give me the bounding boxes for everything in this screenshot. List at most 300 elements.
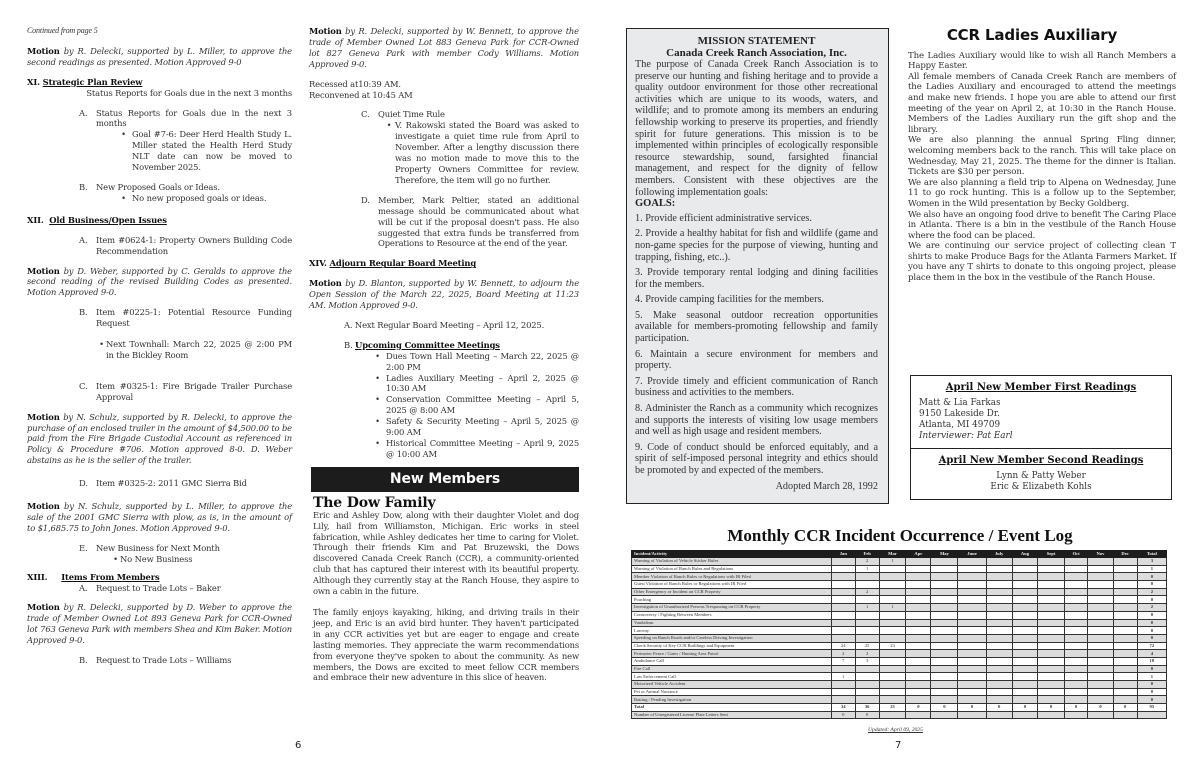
table-cell: 24 [832, 642, 856, 650]
table-cell [906, 604, 931, 612]
bullet-icon: • [375, 350, 380, 361]
table-cell [906, 588, 931, 596]
column-header: Mar [879, 551, 906, 558]
row-label: Pet or Animal Nuisance [632, 688, 832, 696]
mission-intro: The purpose of Canada Creek Ranch Association is to preserve our hunting and fishing heritage and to provide a quality outdoor environment for those other recreational activities which are unique to its woods, waters, and wildlife; and to promote among its members an enduring fellowship working to preserve its properties, and friendly spirit for future generations. This mission is to be implemented within principles of ecologically responsible resource stewardship, sound, farsighted financial management, and respect for the dignity of fellow members. Consistent with these objectives are the following implementation goals: [635, 59, 878, 198]
table-cell [931, 711, 958, 719]
motion-building-codes: Motion by D. Weber, supported by C. Geralds to approve the second reading of the revised Building Codes as presented. Motion Approved 9-0. [27, 265, 292, 298]
row-label: Warning of Violation of Ranch Rules and Regulations [632, 565, 832, 573]
table-cell [879, 573, 906, 581]
upcoming-meetings-heading: B. Upcoming Committee Meetings [344, 339, 500, 350]
table-cell [832, 681, 856, 689]
row-label: Investigation of Unauthorized Persons Trespassing on CCR Property [632, 604, 832, 612]
table-cell [1038, 596, 1065, 604]
table-cell [1113, 565, 1137, 573]
table-cell [906, 673, 931, 681]
mission-org: Canada Creek Ranch Association, Inc. [666, 47, 847, 59]
table-cell [1012, 565, 1038, 573]
table-cell [832, 627, 856, 635]
motion-adjourn: Motion by D. Blanton, supported by W. Bennett, to adjourn the Open Session of the March 22, 2025, Board Meeting at 11:23 AM. Motion Approved 9-0. [309, 278, 579, 311]
table-cell [879, 611, 906, 619]
column-header: May [931, 551, 958, 558]
adopted-date: Adopted March 28, 1992 [775, 480, 878, 492]
row-label: Speeding on Ranch Roads and/or Careless Driving Investigation [632, 634, 832, 642]
table-cell [879, 619, 906, 627]
table-cell [1064, 665, 1088, 673]
table-cell [1113, 634, 1137, 642]
table-cell [986, 581, 1012, 589]
table-cell [1038, 604, 1065, 612]
table-cell [1088, 604, 1113, 612]
table-cell [879, 681, 906, 689]
column-header: Incident/Activity [632, 551, 832, 558]
row-label: Vandalism [632, 619, 832, 627]
goal-item: 5. Make seasonal outdoor recreation opportunities available for members-promoting fellowship and family participation. [635, 309, 878, 345]
table-cell [1113, 642, 1137, 650]
item-peltier: D. Member, Mark Peltier, stated an additional message should be communicated about what will be cut if the proposal doesn't pass. He also suggested that extra funds be transferred from Operations to Resource at the end of the year. [361, 194, 579, 249]
family-title: The Dow Family [313, 494, 436, 511]
table-cell [986, 665, 1012, 673]
column-header: Aug [1012, 551, 1038, 558]
table-cell [958, 619, 986, 627]
item-xii-b: B. Item #0225-1: Potential Resource Funding Request [79, 307, 292, 329]
first-readings [911, 376, 1171, 448]
table-cell [1064, 711, 1088, 719]
table-cell [832, 558, 856, 566]
table-cell: 0 [1137, 634, 1166, 642]
table-cell [1012, 642, 1038, 650]
table-cell [986, 573, 1012, 581]
table-cell [986, 688, 1012, 696]
row-label: Baiting / Pending Investigation [632, 696, 832, 704]
table-cell [1088, 596, 1113, 604]
table-row [632, 581, 1167, 589]
table-cell: 1 [879, 604, 906, 612]
table-cell [1012, 673, 1038, 681]
table-cell [1113, 673, 1137, 681]
table-cell [906, 596, 931, 604]
second-readings-title: April New Member Second Readings [938, 455, 1144, 466]
table-cell [1088, 558, 1113, 566]
table-cell [986, 711, 1012, 719]
family-paragraph-2: The family enjoys kayaking, hiking, and driving trails in their jeep, and Eric is an avid bird hunter. They haven't participated in any CCR activities yet but are eager to engage and create lasting memories. They appreciate the warm recommendations from everyone they've spoken to about the community. As new members, the Dows are excited to meet fellow CCR members and embrace their new adventure in this slice of heaven. [313, 606, 579, 683]
table-cell [958, 611, 986, 619]
table-cell [879, 627, 906, 635]
table-cell [1012, 558, 1038, 566]
table-cell [1012, 711, 1038, 719]
table-cell [1038, 588, 1065, 596]
table-cell [931, 665, 958, 673]
table-cell [879, 581, 906, 589]
table-cell [1012, 611, 1038, 619]
ladies-paragraph: All female members of Canada Creek Ranch are members of the Ladies Auxiliary and encouraged to attend the meetings and make new friends. I hope you are able to attend our first meeting of the year on April 2, at 10:30 in the Ranch House. Members of the Ladies Auxiliary run the gift shop and the library. [908, 71, 1176, 135]
table-row [632, 558, 1167, 566]
table-cell: 0 [1137, 619, 1166, 627]
table-cell [1038, 696, 1065, 704]
incident-log-header-row [632, 551, 1167, 558]
table-cell [931, 604, 958, 612]
bullet-icon: • [375, 416, 380, 427]
table-cell [931, 573, 958, 581]
table-cell [931, 627, 958, 635]
row-label: Ambulance Call [632, 657, 832, 665]
interviewer: Interviewer: Pat Earl [919, 431, 1013, 441]
table-cell: 0 [1012, 704, 1038, 712]
column-header: Feb [855, 551, 879, 558]
first-readings-title: April New Member First Readings [945, 382, 1137, 393]
table-cell [1064, 588, 1088, 596]
bullet-icon: • [375, 394, 380, 405]
table-cell: 0 [958, 704, 986, 712]
table-cell [1038, 611, 1065, 619]
table-cell [1064, 688, 1088, 696]
goal-item: 4. Provide camping facilities for the members. [635, 294, 824, 306]
table-cell [958, 588, 986, 596]
table-row [632, 650, 1167, 658]
table-cell [906, 558, 931, 566]
table-cell [832, 634, 856, 642]
next-board-meeting: A. Next Regular Board Meeting – April 12, 2025. [344, 319, 545, 330]
table-cell [1113, 596, 1137, 604]
table-cell [1012, 627, 1038, 635]
table-cell: 0 [1113, 704, 1137, 712]
item-xi-a: A. Status Reports for Goals due in the next 3 months [79, 107, 292, 129]
table-cell [1038, 573, 1065, 581]
bullet-goal-7-6: • Goal #7-6: Deer Herd Health Study L. Miller stated the Health Herd Study NLT date can now be moved to November 2025. [121, 129, 292, 173]
table-cell [1038, 642, 1065, 650]
table-cell [879, 665, 906, 673]
page-number-7: 7 [895, 740, 902, 751]
table-cell [879, 696, 906, 704]
bullet-icon: • [375, 372, 380, 383]
table-cell: 95 [1137, 704, 1166, 712]
column-header: July [986, 551, 1012, 558]
recessed-time: Recessed at10:39 AM. [309, 78, 401, 89]
incident-log-table [631, 550, 1167, 719]
ladies-title: CCR Ladies Auxiliary [946, 26, 1118, 44]
first-reading-line: Atlanta, MI 49709 [919, 420, 1001, 430]
table-cell [906, 657, 931, 665]
table-cell: 4 [1137, 650, 1166, 658]
table-cell [832, 565, 856, 573]
table-row [632, 627, 1167, 635]
table-cell [1038, 619, 1065, 627]
table-row [632, 604, 1167, 612]
section-xi-heading: XI. Strategic Plan Review [27, 76, 143, 87]
table-cell [1113, 665, 1137, 673]
table-cell [906, 642, 931, 650]
table-cell [879, 657, 906, 665]
table-cell: 2 [1137, 604, 1166, 612]
table-cell: 2 [855, 650, 879, 658]
table-cell [879, 565, 906, 573]
new-members-banner: New Members [311, 467, 579, 492]
column-header: Nov [1088, 551, 1113, 558]
ladies-paragraphs [908, 51, 1176, 284]
upcoming-meeting-item: • Dues Town Hall Meeting – March 22, 2025 @ 2:00 PM [369, 351, 579, 373]
table-cell [832, 688, 856, 696]
table-row [632, 588, 1167, 596]
table-cell [1113, 657, 1137, 665]
upcoming-meeting-item: • Safety & Security Meeting – April 5, 2025 @ 9:00 AM [369, 416, 579, 438]
table-cell [1064, 627, 1088, 635]
table-cell [1038, 581, 1065, 589]
bullet-no-new-goals: • No new proposed goals or ideas. [121, 192, 267, 203]
table-cell: 3 [855, 657, 879, 665]
table-cell [1038, 558, 1065, 566]
table-cell [1113, 688, 1137, 696]
table-cell: 2 [855, 588, 879, 596]
table-cell [931, 619, 958, 627]
table-cell [1113, 696, 1137, 704]
section-xiii-heading: XIII. Items From Members [27, 571, 160, 582]
ladies-paragraph: We are also planning a field trip to Alpena on Wednesday, June 11 to go rock hunting. This is a follow up to the September, Women in the Wild presentation by Becky Goldberg. [908, 177, 1176, 209]
table-cell [1038, 711, 1065, 719]
table-cell [986, 619, 1012, 627]
table-cell [931, 681, 958, 689]
table-cell [986, 604, 1012, 612]
bullet-quiet-time: • V. Rakowski stated the Board was asked to investigate a quiet time rule from April to November. After a lengthy discussion there was no motion made to move this to the Property Owners Committee for review. Therefore, the item will go no further. [386, 120, 579, 185]
page6-column-2 [309, 26, 579, 683]
table-cell [1064, 642, 1088, 650]
table-row [632, 681, 1167, 689]
table-cell: 0 [906, 704, 931, 712]
table-cell [879, 688, 906, 696]
table-cell [931, 596, 958, 604]
table-cell [855, 619, 879, 627]
table-cell [1012, 588, 1038, 596]
table-cell [958, 558, 986, 566]
table-cell [1088, 657, 1113, 665]
first-reading-line: 9150 Lakeside Dr. [919, 409, 1000, 419]
table-cell [855, 688, 879, 696]
table-cell [1064, 619, 1088, 627]
table-cell [1113, 711, 1137, 719]
table-cell [1064, 673, 1088, 681]
table-cell [1012, 634, 1038, 642]
table-cell: 0 [986, 704, 1012, 712]
table-cell [1088, 673, 1113, 681]
item-xiii-a: A. Request to Trade Lots – Baker [79, 582, 221, 593]
table-cell [879, 711, 906, 719]
table-cell [1012, 604, 1038, 612]
table-cell [832, 596, 856, 604]
table-cell [1088, 611, 1113, 619]
table-cell [986, 650, 1012, 658]
table-cell [906, 634, 931, 642]
table-cell: 0 [1137, 681, 1166, 689]
table-cell [1038, 688, 1065, 696]
table-cell [1038, 665, 1065, 673]
table-cell: 2 [832, 650, 856, 658]
table-cell: 7 [832, 657, 856, 665]
table-cell [855, 634, 879, 642]
table-row [632, 688, 1167, 696]
table-cell [986, 588, 1012, 596]
table-cell: 0 [1088, 704, 1113, 712]
page6-column-1 [27, 26, 292, 666]
table-cell: 25 [879, 704, 906, 712]
item-xiii-b: B. Request to Trade Lots – Williams [79, 655, 232, 666]
table-cell [958, 696, 986, 704]
item-xi-b: B. New Proposed Goals or Ideas. [79, 181, 220, 192]
table-row [632, 619, 1167, 627]
table-cell [906, 573, 931, 581]
table-cell [1064, 558, 1088, 566]
table-cell: 0 [1137, 688, 1166, 696]
continued-note: Continued from page 5 [27, 26, 98, 35]
table-cell [1012, 657, 1038, 665]
table-cell [1038, 634, 1065, 642]
table-cell [931, 581, 958, 589]
new-member-readings-box [910, 375, 1172, 500]
table-cell [1088, 711, 1113, 719]
goal-item: 1. Provide efficient administrative services. [635, 212, 812, 224]
table-cell [931, 634, 958, 642]
goal-item: 8. Administer the Ranch as a community which recognizes and supports the interests of visiting low usage members and well as high usage and resident members. [635, 403, 878, 438]
table-cell: 0 [1064, 704, 1088, 712]
row-label: Fire Call [632, 665, 832, 673]
table-cell [832, 611, 856, 619]
table-cell [931, 673, 958, 681]
table-cell [855, 573, 879, 581]
table-cell [855, 611, 879, 619]
updated-date: Updated: April 09, 2025 [868, 727, 923, 733]
table-cell [1064, 696, 1088, 704]
table-cell [1038, 657, 1065, 665]
table-cell: 2 [855, 558, 879, 566]
section-xi-subtitle: Status Reports for Goals due in the next 3 months [86, 87, 292, 98]
table-cell [931, 558, 958, 566]
table-cell [906, 711, 931, 719]
table-cell [1088, 688, 1113, 696]
second-reading-line: Eric & Elizabeth Kohls [990, 482, 1092, 492]
table-cell [832, 696, 856, 704]
table-cell [879, 634, 906, 642]
upcoming-meeting-item: • Conservation Committee Meeting – April 5, 2025 @ 8:00 AM [369, 394, 579, 416]
table-cell [958, 565, 986, 573]
row-label: Warning of Violation of Vehicle Sticker Rules [632, 558, 832, 566]
table-cell [986, 634, 1012, 642]
table-cell [879, 673, 906, 681]
table-cell [906, 611, 931, 619]
table-cell [1038, 650, 1065, 658]
table-cell [986, 657, 1012, 665]
table-cell [1038, 681, 1065, 689]
item-xii-c: C. Item #0325-1: Fire Brigade Trailer Purchase Approval [79, 380, 292, 402]
table-cell [1012, 696, 1038, 704]
column-header: June [958, 551, 986, 558]
table-cell [855, 696, 879, 704]
table-row [632, 634, 1167, 642]
ladies-paragraph: We are also planning the annual Spring Fling dinner, welcoming members back to the ranch. This will take place on Wednesday, May 21, 2025. The theme for the dinner is Italian. Tickets are $30 per person. [908, 135, 1176, 178]
table-cell [832, 665, 856, 673]
table-cell [986, 596, 1012, 604]
row-label: Guest Violation of Ranch Rules or Regulations with IR Filed [632, 581, 832, 589]
first-reading-line: Matt & Lia Farkas [919, 398, 1001, 408]
table-row [632, 611, 1167, 619]
table-cell [1038, 565, 1065, 573]
table-cell [906, 688, 931, 696]
table-cell: 0 [1137, 581, 1166, 589]
table-cell [1088, 565, 1113, 573]
table-cell: 25 [855, 642, 879, 650]
table-cell [906, 665, 931, 673]
table-cell [1012, 688, 1038, 696]
table-cell [906, 581, 931, 589]
table-cell [832, 573, 856, 581]
table-cell: 0 [855, 711, 879, 719]
table-cell: 1 [1137, 565, 1166, 573]
goals-list [635, 213, 878, 477]
table-cell [958, 711, 986, 719]
row-label: Law Enforcement Call [632, 673, 832, 681]
table-row [632, 657, 1167, 665]
table-cell [1137, 711, 1166, 719]
table-cell [958, 634, 986, 642]
table-cell: 1 [1137, 673, 1166, 681]
ladies-auxiliary-section [908, 26, 1176, 284]
row-label: Member Violation of Ranch Rules or Regulations with IR Filed [632, 573, 832, 581]
section-xiv-heading: XIV. Adjourn Regular Board Meeting [309, 258, 477, 269]
goal-item: 9. Code of conduct should be enforced equitably, and a spirit of self-imposed personal integrity and ethics should be promoted by and expected of the members. [635, 441, 878, 476]
table-cell [986, 558, 1012, 566]
table-cell [1064, 650, 1088, 658]
table-cell [855, 627, 879, 635]
goal-item: 6. Maintain a secure environment for members and property. [635, 348, 878, 372]
table-cell [879, 596, 906, 604]
section-xii-heading: XII. Old Business/Open Issues [27, 214, 167, 225]
goal-item: 2. Provide a healthy habitat for fish and wildlife (game and non-game species for the purpose of viewing, hunting and trapping, fishing, etc..). [635, 228, 878, 263]
table-cell [1088, 627, 1113, 635]
table-cell [986, 627, 1012, 635]
motion-gmc-sierra: Motion by N. Schulz, supported by L. Miller, to approve the sale of the 2001 GMC Sierra with plow, as is, in the amount of to $1,685.75 to John Jones. Motion Approved 9-0. [27, 501, 292, 533]
upcoming-meetings-list [309, 351, 579, 460]
row-label: Controversy / Fighting Between Members [632, 611, 832, 619]
table-cell [1113, 581, 1137, 589]
table-cell: 10 [1137, 657, 1166, 665]
ladies-paragraph: The Ladies Auxiliary would like to wish all Ranch Members a Happy Easter. [908, 50, 1176, 72]
table-cell [879, 650, 906, 658]
table-cell [1064, 581, 1088, 589]
row-label: Other Emergency or Incident on CCR Property [632, 588, 832, 596]
table-cell [1088, 696, 1113, 704]
table-cell [931, 611, 958, 619]
table-cell [1064, 596, 1088, 604]
table-cell [1012, 581, 1038, 589]
table-cell: 0 [832, 711, 856, 719]
table-cell [986, 681, 1012, 689]
table-cell [986, 611, 1012, 619]
table-cell [1088, 573, 1113, 581]
table-cell [958, 657, 986, 665]
table-cell [832, 581, 856, 589]
table-row [632, 573, 1167, 581]
table-cell [1088, 665, 1113, 673]
table-cell: 0 [1137, 696, 1166, 704]
table-cell: 36 [855, 704, 879, 712]
table-cell [855, 581, 879, 589]
table-cell [958, 650, 986, 658]
table-cell [1012, 573, 1038, 581]
column-header: Jan [832, 551, 856, 558]
table-cell [958, 581, 986, 589]
table-cell [931, 588, 958, 596]
mission-statement-box [626, 28, 889, 504]
table-cell [906, 565, 931, 573]
table-cell [986, 696, 1012, 704]
page-number-6: 6 [295, 740, 302, 751]
